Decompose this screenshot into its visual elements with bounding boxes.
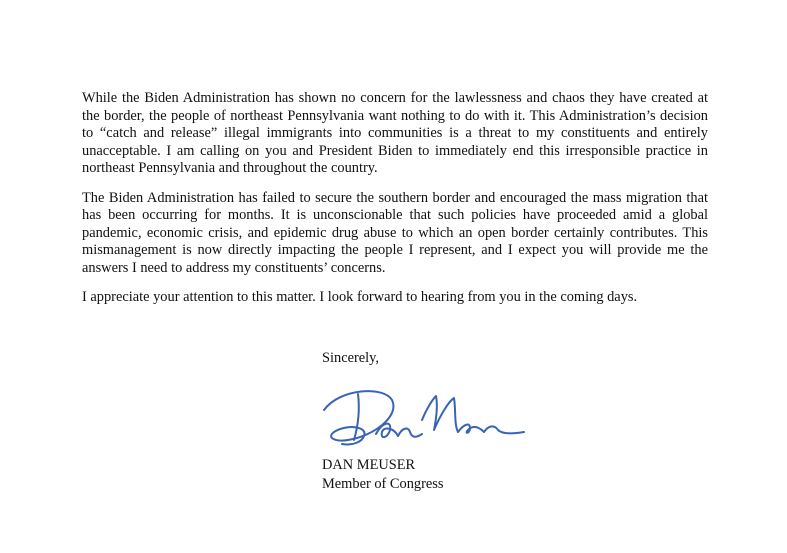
- signature-strokes: [324, 391, 524, 444]
- handwritten-signature: [318, 376, 528, 456]
- signer-block: [322, 456, 444, 494]
- paragraph-1: While the Biden Administration has shown no concern for the lawlessness and chaos they have created at the border, the people of northeast Pennsylvania want nothing to do with it. This Administration’s decision to “catch and release” illegal immigrants into communities is a threat to my constituents and entirely unacceptable. I am calling on you and President Biden to immediately end this irresponsible practice in northeast Pennsylvania and throughout the country.: [82, 90, 708, 176]
- closing-salutation: Sincerely,: [322, 350, 380, 366]
- signature-stroke: [376, 424, 422, 437]
- signature-stroke: [354, 394, 359, 440]
- signature-stroke: [422, 396, 458, 432]
- paragraph-2: The Biden Administration has failed to secure the southern border and encouraged the mass migration that has been occurring for months. It is unconscionable that such policies have proceeded amid a global pandemic, economic crisis, and epidemic drug abuse to which an open border certainly contributes. This mismanagement is now directly impacting the people I represent, and I expect you will provide me the answers I need to address my constituents’ concerns.: [82, 189, 708, 276]
- signature-stroke: [458, 425, 524, 434]
- signer-title: Member of Congress: [322, 476, 444, 492]
- letter-body: [82, 90, 708, 319]
- signer-name: DAN MEUSER: [322, 457, 416, 473]
- paragraph-3: I appreciate your attention to this matter. I look forward to hearing from you in the coming days.: [82, 289, 638, 305]
